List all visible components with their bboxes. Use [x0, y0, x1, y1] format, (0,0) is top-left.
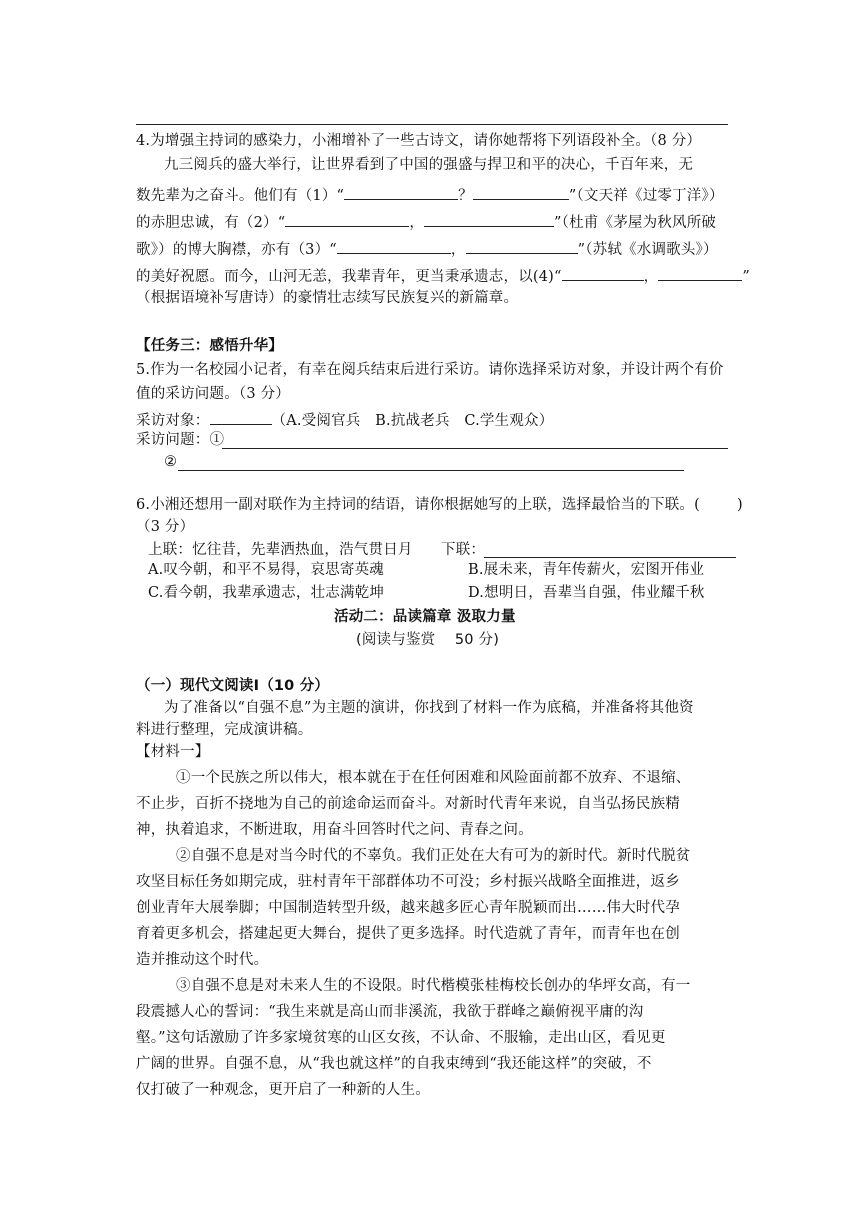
- material-line: 神，执着追求，不断进取，用奋斗回答时代之问、青春之问。: [136, 822, 533, 838]
- upper-couplet: 上联：忆往昔，先辈洒热血，浩气贯日月: [148, 542, 413, 558]
- material-line: ②自强不息是对当今时代的不辜负。我们正处在大有可为的新时代。新时代脱贫: [176, 848, 691, 864]
- q6-score: （3 分）: [136, 519, 195, 535]
- material-line: 段震撼人心的誓词：“我生来就是高山而非溪流，我欲于群峰之巅俯视平庸的沟: [136, 1004, 644, 1020]
- option-b[interactable]: B.展未来，青年传薪火，宏图开伟业: [468, 562, 705, 578]
- q5-prompt: 5.作为一名校园小记者，有幸在阅兵结束后进行采访。请你选择采访对象，并设计两个有价: [136, 362, 724, 378]
- q4-passage-line: 的赤胆忠诚，有（2）“ ， ”（杜甫《茅屋为秋风所破: [136, 212, 716, 231]
- q4-passage-line: 数先辈为之奋斗。他们有（1）“ ？ ”（文天祥《过零丁洋》）: [136, 185, 724, 204]
- blank-3b[interactable]: [466, 239, 578, 254]
- lower-couplet-blank[interactable]: [484, 557, 736, 558]
- target-blank[interactable]: [210, 410, 272, 425]
- material-line: 壑。”这句话激励了许多家境贫寒的山区女孩，不认命、不服输，走出山区，看见更: [136, 1030, 666, 1046]
- material-line: 育着更多机会，搭建起更大舞台，提供了更多选择。时代造就了青年，而青年也在创: [136, 926, 680, 942]
- material-line: 造并推动这个时代。: [136, 952, 269, 968]
- activity2-subtitle: (阅读与鉴赏 50 分): [356, 632, 500, 648]
- blank-1a[interactable]: [344, 185, 458, 200]
- material-line: 不止步，百折不挠地为自己的前途命运而奋斗。对新时代青年来说，自当弘扬民族精: [136, 796, 680, 812]
- task3-heading: 【任务三：感悟升华】: [136, 338, 283, 354]
- reading-intro-cont: 料进行整理，完成演讲稿。: [136, 722, 313, 738]
- question2-answer-line[interactable]: [178, 470, 684, 471]
- blank-2a[interactable]: [285, 212, 409, 227]
- blank-4b[interactable]: [658, 266, 742, 281]
- material-line: ①一个民族之所以伟大，根本就在于在任何困难和风险面前都不放弃、不退缩、: [176, 770, 691, 786]
- q5-question-row: 采访问题：①: [136, 432, 225, 448]
- material1-label: 【材料一】: [136, 744, 210, 760]
- q5-question2-marker: ②: [164, 454, 178, 470]
- material-line: 攻坚目标任务如期完成，驻村青年干部群体功不可没；乡村振兴战略全面推进，返乡: [136, 874, 680, 890]
- reading-intro: 为了准备以“自强不息”为主题的演讲，你找到了材料一作为底稿，并准备将其他资: [164, 700, 694, 716]
- q4-prompt: 4.为增强主持词的感染力，小湘增补了一些古诗文，请你她帮将下列语段补全。（8 分）: [136, 133, 702, 149]
- q4-passage-line: （根据语境补写唐诗）的豪情壮志续写民族复兴的新篇章。: [136, 290, 519, 306]
- material-line: 仅打破了一种观念，更开启了一种新的人生。: [136, 1082, 430, 1098]
- blank-3a[interactable]: [337, 239, 451, 254]
- activity2-title: 活动二：品读篇章 汲取力量: [334, 609, 516, 625]
- material-line: ③自强不息是对未来人生的不设限。时代楷模张桂梅校长创办的华坪女高，有一: [176, 978, 691, 994]
- q6-answer-paren-close: ): [737, 497, 743, 513]
- q5-prompt-cont: 值的采访问题。（3 分）: [136, 386, 290, 402]
- q5-target-row: 采访对象： （A.受阅官兵 B.抗战老兵 C.学生观众）: [136, 410, 553, 429]
- option-a[interactable]: A.叹今朝，和平不易得，哀思寄英魂: [148, 562, 384, 578]
- q4-passage-line: 九三阅兵的盛大举行，让世界看到了中国的强盛与捍卫和平的决心，千百年来，无: [164, 157, 694, 173]
- reading-section-title: （一）现代文阅读Ⅰ（10 分）: [136, 678, 330, 694]
- blank-4a[interactable]: [562, 266, 644, 281]
- blank-1b[interactable]: [473, 185, 569, 200]
- material-line: 广阔的世界。自强不息，从“我也就这样”的自我束缚到“我还能这样”的突破，不: [136, 1056, 652, 1072]
- q4-passage-line: 的美好祝愿。而今，山河无恙，我辈青年，更当秉承遗志，以(4)“ ， ”: [136, 266, 750, 285]
- material-line: 创业青年大展拳脚；中国制造转型升级，越来越多匠心青年脱颖而出……伟大时代孕: [136, 900, 680, 916]
- q4-passage-line: 歌》）的博大胸襟，亦有（3）“ ， ”（苏轼《水调歌头》）: [136, 239, 718, 258]
- option-d[interactable]: D.想明日，吾辈当自强，伟业耀千秋: [468, 585, 705, 601]
- q6-prompt: 6.小湘还想用一副对联作为主持词的结语，请你根据她写的上联，选择最恰当的下联。(: [136, 497, 700, 513]
- question1-answer-line[interactable]: [222, 448, 728, 449]
- blank-2b[interactable]: [424, 212, 554, 227]
- answer-line-top: [136, 124, 728, 125]
- lower-couplet-label: 下联：: [441, 542, 486, 558]
- option-c[interactable]: C.看今朝，我辈承遗志，壮志满乾坤: [148, 585, 385, 601]
